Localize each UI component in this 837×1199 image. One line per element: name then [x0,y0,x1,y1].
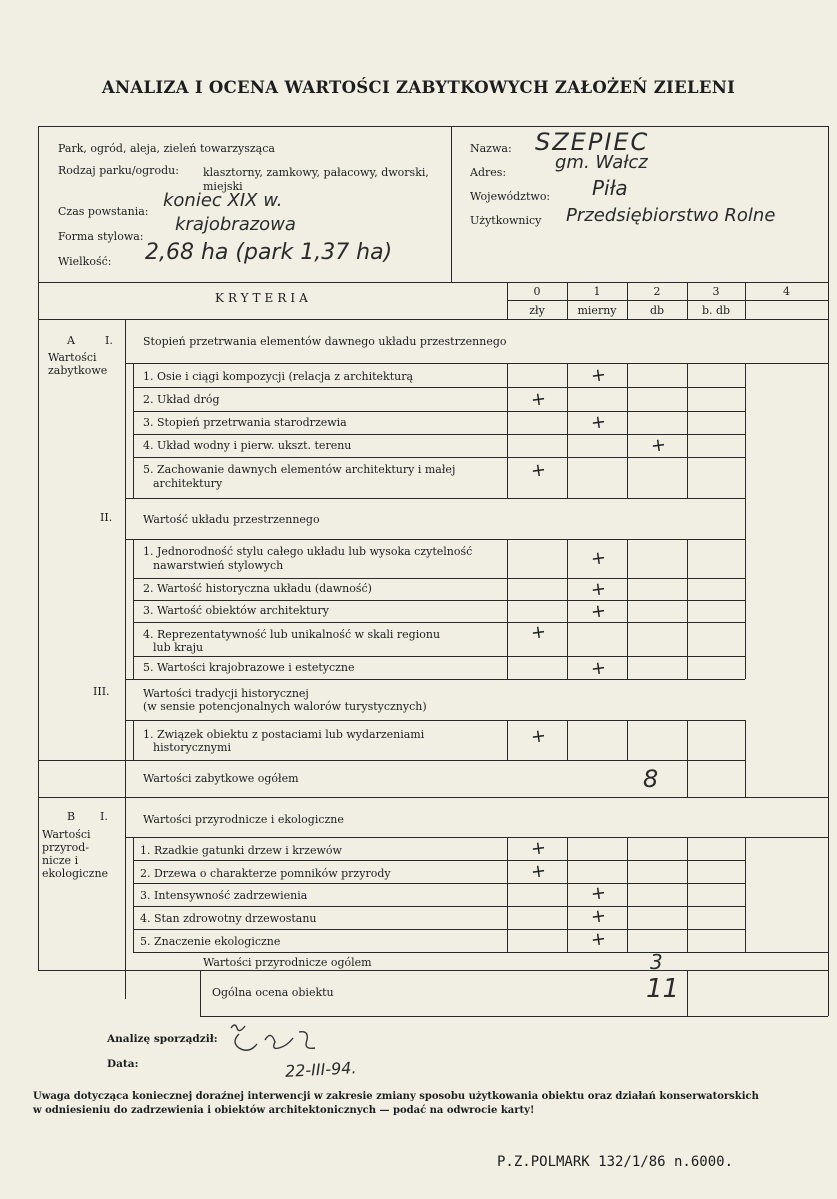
col-0-score: 0 [533,285,541,298]
overall-label: Ogólna ocena obiektu [212,986,334,999]
section-b-name-2: przyrod- [42,841,89,854]
section-b-title: Wartości przyrodnicze i ekologiczne [143,813,344,826]
group3-item-1: 1. Związek obiektu z postaciami lub wydarzeniami [143,728,425,741]
wojewodztwo-value: Piła [592,176,628,200]
section-b-roman: I. [100,810,108,823]
criteria-label: KRYTERIA [215,291,312,305]
group3-item-1-cont: historycznymi [153,741,231,754]
section-a-name-1: Wartości [48,351,97,364]
group3-title-2: (w sensie potencjonalnych walorów turystycznych) [143,700,427,713]
group1-item-3: 3. Stopień przetrwania starodrzewia [143,416,347,429]
section-a-roman: I. [105,334,113,347]
col-3-label: b. db [701,304,731,317]
rodzaj-options: klasztorny, zamkowy, pałacowy, dworski, [203,166,429,179]
section-a-letter: A [67,334,75,347]
col-1-score: 1 [593,285,601,298]
score-mark-a1-5: + [529,459,548,482]
group2-item-3: 3. Wartość obiektów architektury [143,604,329,617]
park-type-label: Park, ogród, aleja, zieleń towarzysząca [58,142,275,155]
score-mark-b-1: + [529,837,548,860]
group2-item-5: 5. Wartości krajobrazowe i estetyczne [143,661,355,674]
czas-label: Czas powstania: [58,205,149,218]
wielkosc-label: Wielkość: [58,255,112,268]
data-label: Data: [107,1058,139,1070]
score-mark-a1-2: + [529,388,548,411]
score-mark-a2-5: + [589,657,608,680]
score-mark-a1-3: + [589,411,608,434]
section-a-name-2: zabytkowe [48,364,108,377]
czas-value: koniec XIX w. [163,190,283,211]
group1-item-5: 5. Zachowanie dawnych elementów architektury i małej [143,463,456,476]
wojewodztwo-label: Województwo: [470,190,551,203]
section-b-item-4: 4. Stan zdrowotny drzewostanu [140,912,317,925]
col-4-score: 4 [783,285,790,298]
group3-title: Wartości tradycji historycznej [143,687,309,700]
uzytkownicy-value: Przedsiębiorstwo Rolne [566,205,776,226]
group2-roman: II. [100,511,113,524]
score-mark-a2-1: + [589,547,608,570]
form-title: ANALIZA I OCENA WARTOŚCI ZABYTKOWYCH ZAŁOŻEŃ ZIELENI [101,78,736,97]
section-a-total-value: 8 [643,765,659,793]
score-mark-b-4: + [589,905,608,928]
section-b-total-label: Wartości przyrodnicze ogólem [203,956,372,969]
col-1-label: mierny [577,304,617,317]
col-0-label: zły [529,304,545,317]
section-b-name-3: nicze i [42,854,79,867]
overall-value: 11 [646,974,680,1004]
note-line-2: w odniesieniu do zadrzewienia i obiektów architektonicznych — podać na odwrocie karty! [33,1105,535,1116]
section-b-name-1: Wartości [42,828,91,841]
score-mark-a1-1: + [589,364,608,387]
score-mark-b-3: + [589,882,608,905]
wielkosc-value: 2,68 ha (park 1,37 ha) [145,240,393,265]
uzytkownicy-label: Użytkownicy [470,214,542,227]
score-mark-a2-4: + [529,621,548,644]
group2-item-1: 1. Jednorodność stylu całego układu lub wysoka czytelność [143,545,473,558]
printer-imprint: P.Z.POLMARK 132/1/86 n.6000. [497,1154,734,1170]
data-value: 22-III-94. [284,1058,357,1081]
group2-item-1-cont: nawarstwień stylowych [153,559,284,572]
section-b-total-value: 3 [650,950,663,974]
section-b-letter: B [67,810,76,823]
group1-item-2: 2. Układ dróg [143,393,220,406]
group2-title: Wartość układu przestrzennego [143,513,320,526]
nazwa-label: Nazwa: [470,142,512,155]
group3-roman: III. [93,685,110,698]
score-mark-b-5: + [589,928,608,951]
section-b-item-1: 1. Rzadkie gatunki drzew i krzewów [140,844,342,857]
rodzaj-options-2: miejski [203,180,243,193]
group1-item-4: 4. Układ wodny i pierw. ukszt. terenu [143,439,352,452]
rodzaj-label: Rodzaj parku/ogrodu: [58,164,179,177]
col-2-score: 2 [653,285,661,298]
section-b-item-5: 5. Znaczenie ekologiczne [140,935,281,948]
forma-label: Forma stylowa: [58,230,144,243]
section-a-total-label: Wartości zabytkowe ogółem [143,772,299,785]
adres-value: gm. Wałcz [555,152,648,173]
col-2-label: db [649,304,665,317]
score-mark-b-2: + [529,860,548,883]
group1-item-1: 1. Osie i ciągi kompozycji (relacja z architekturą [143,370,414,383]
forma-value: krajobrazowa [175,214,296,235]
col-3-score: 3 [712,285,720,298]
score-mark-a3-1: + [529,725,548,748]
score-mark-a1-4: + [649,434,668,457]
group1-title: Stopień przetrwania elementów dawnego układu przestrzennego [143,335,507,348]
group2-item-4: 4. Reprezentatywność lub unikalność w skali regionu [143,628,441,641]
adres-label: Adres: [470,166,507,179]
group2-item-4-cont: lub kraju [153,641,204,654]
group2-item-2: 2. Wartość historyczna układu (dawność) [143,582,372,595]
score-mark-a2-2: + [589,578,608,601]
score-mark-a2-3: + [589,600,608,623]
section-b-name-4: ekologiczne [42,867,109,880]
nazwa-value: SZEPIEC [535,128,650,156]
section-b-item-2: 2. Drzewa o charakterze pomników przyrody [140,867,391,880]
section-b-item-3: 3. Intensywność zadrzewienia [140,889,308,902]
analize-label: Analizę sporządził: [107,1033,218,1045]
group1-item-5-cont: architektury [153,477,223,490]
note-line-1: Uwaga dotycząca koniecznej doraźnej interwencji w zakresie zmiany sposobu użytkowania obiektu oraz działań konserwatorskich [33,1091,759,1102]
